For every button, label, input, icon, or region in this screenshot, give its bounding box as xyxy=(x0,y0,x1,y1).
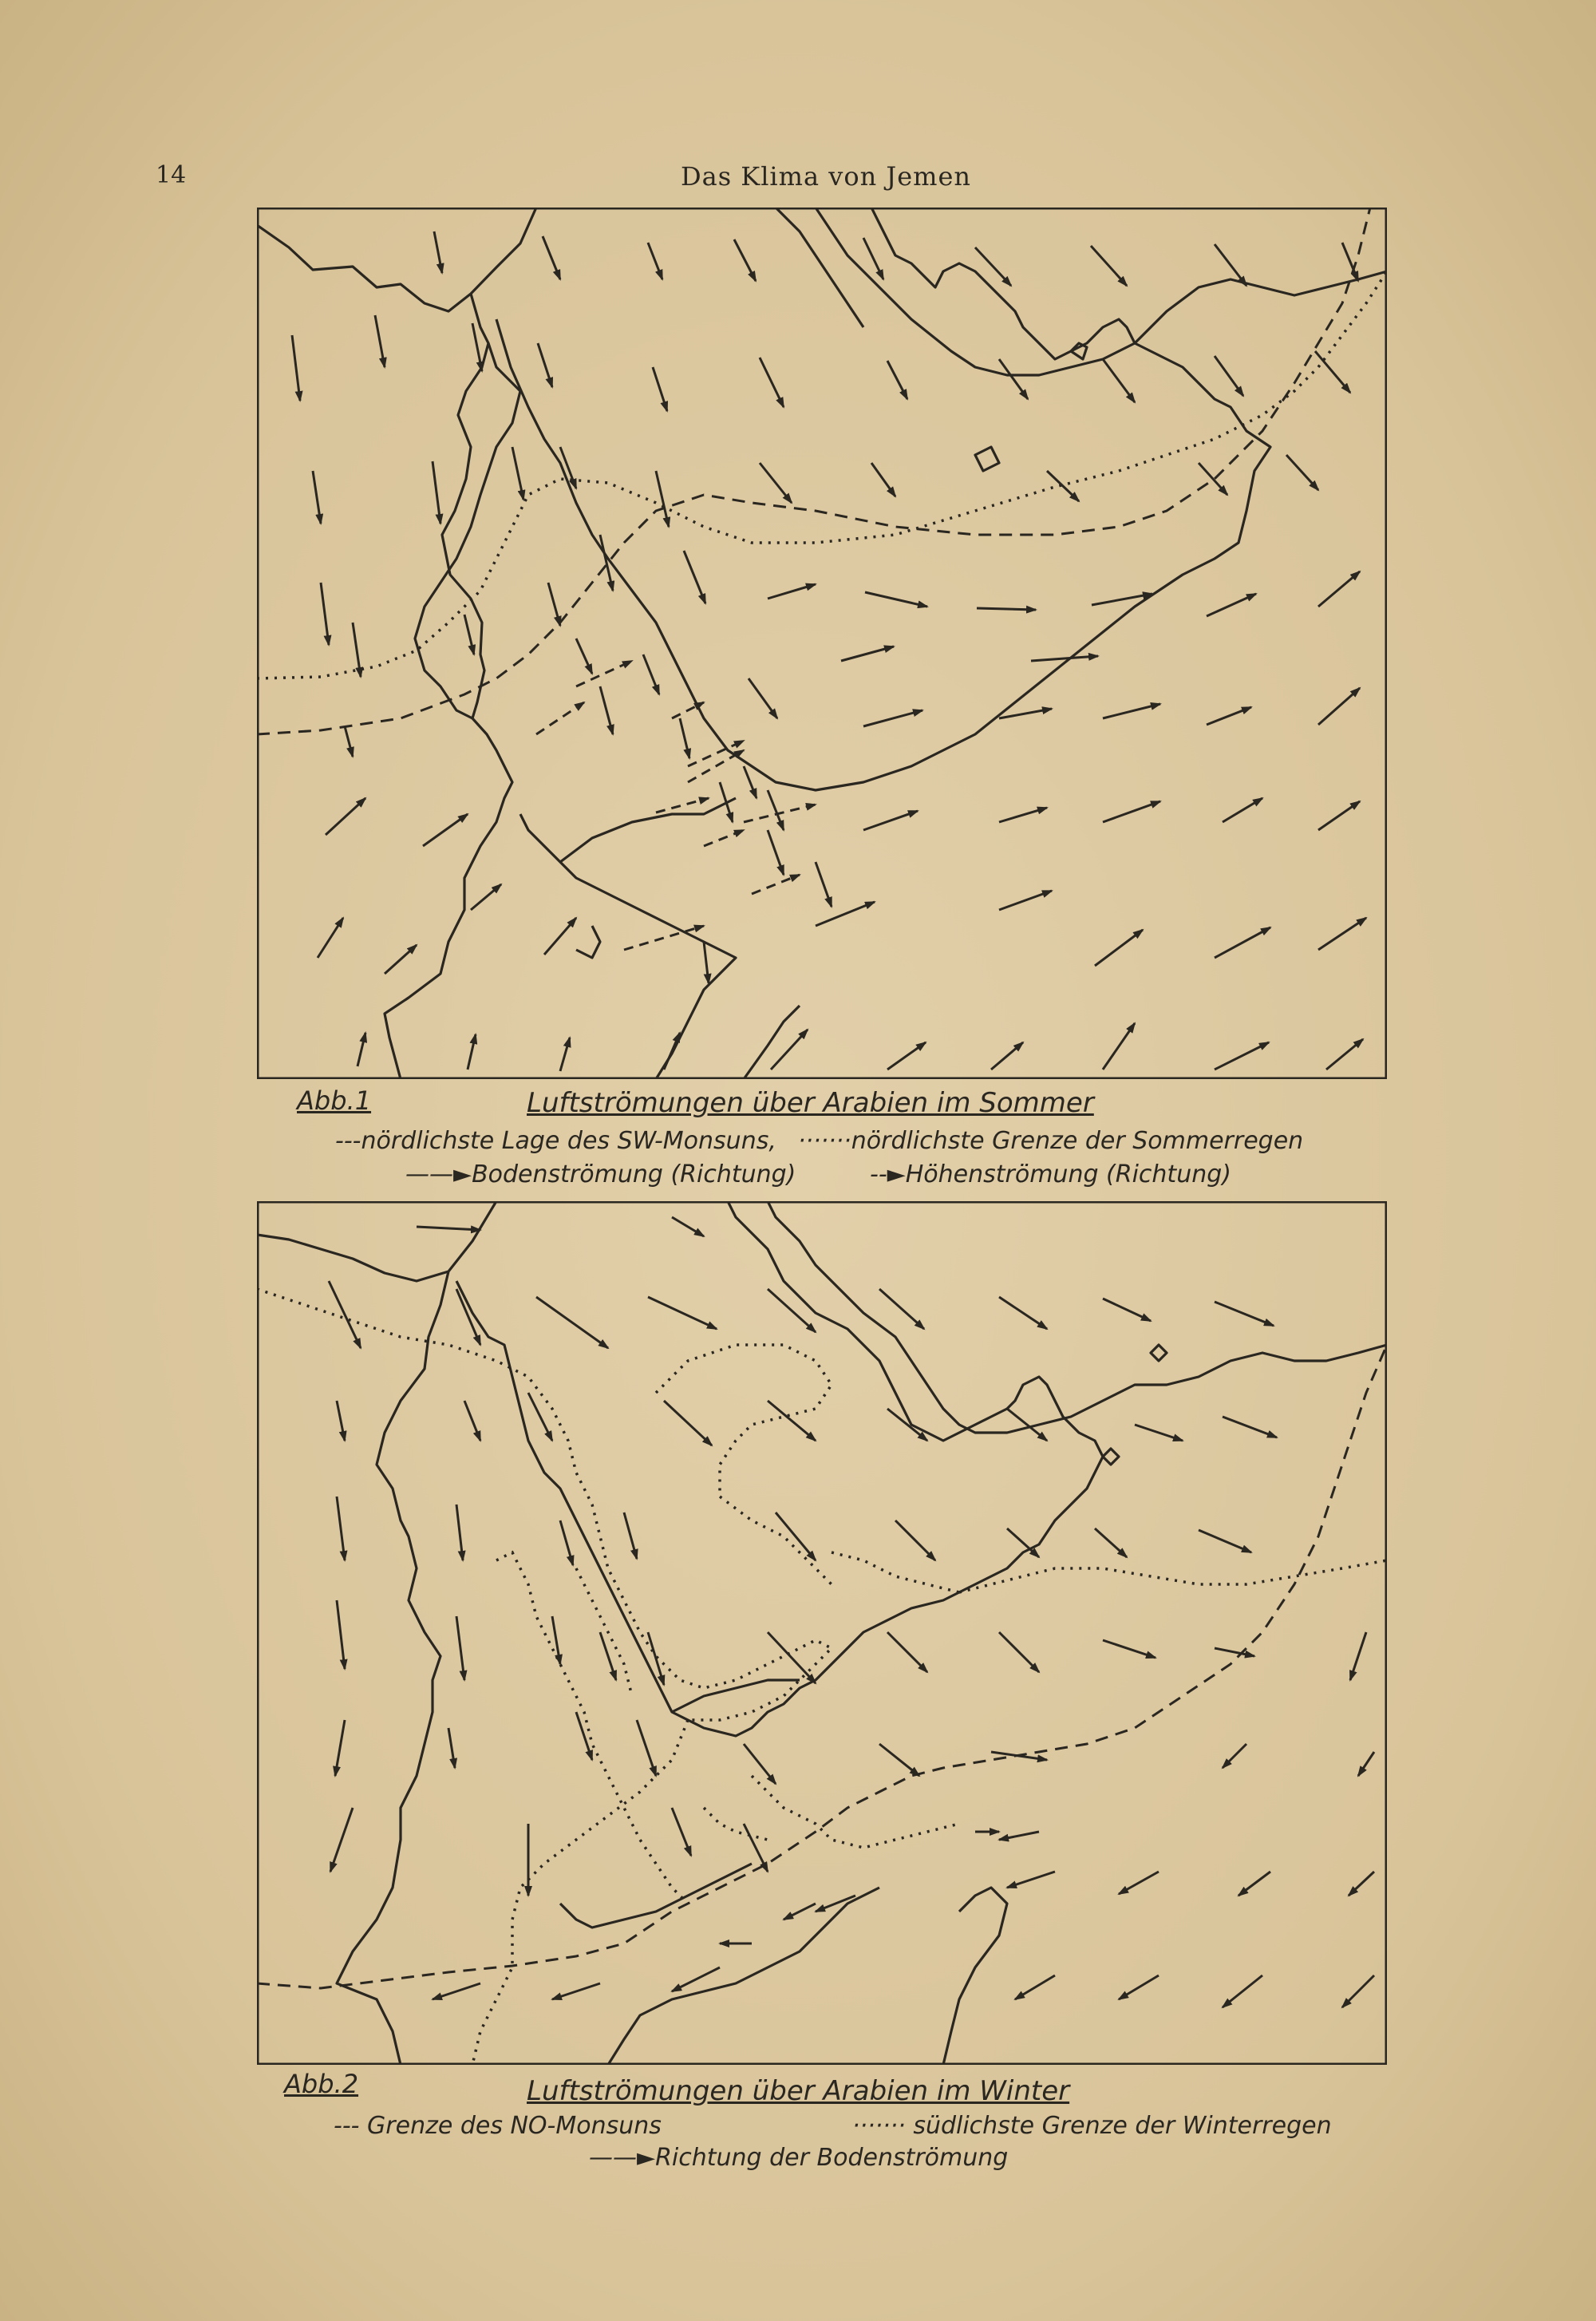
figure1-label: Abb.1 xyxy=(297,1085,372,1116)
winter-rain-limit xyxy=(257,1289,1387,2065)
figure1-legend-3-text: Bodenströmung (Richtung) xyxy=(472,1160,796,1188)
figure2-legend-2-text: südlichste Grenze der Winterregen xyxy=(913,2112,1332,2140)
figure1-legend-1-symbol: --- xyxy=(335,1127,361,1155)
figure1-legend-4-text: Höhenströmung (Richtung) xyxy=(905,1160,1231,1188)
figure2-legend-1-symbol: --- xyxy=(334,2112,360,2140)
figure1-legend-2-text: nördlichste Grenze der Sommerregen xyxy=(851,1127,1304,1155)
winter-coastlines xyxy=(257,1201,1387,2065)
figure2-legend-3-symbol: ——► xyxy=(589,2144,656,2172)
summer-surface-arrows xyxy=(292,231,1366,1071)
winter-monsoon-limit xyxy=(257,1345,1387,1988)
figure1-legend-2 xyxy=(798,1127,1303,1155)
winter-surface-arrows xyxy=(329,1217,1374,2007)
figure1-legend-2-symbol: ······· xyxy=(798,1127,851,1155)
summer-map-drawing xyxy=(257,208,1387,1079)
summer-map xyxy=(257,208,1387,1079)
figure2-label: Abb.2 xyxy=(284,2069,359,2099)
figure2-legend-3 xyxy=(589,2144,1008,2172)
figure2-legend-1-text: Grenze des NO-Monsuns xyxy=(367,2112,662,2140)
figure1-legend-3-symbol: ——► xyxy=(405,1160,472,1188)
figure2-legend-2-symbol: ······· xyxy=(852,2112,906,2140)
winter-map-drawing xyxy=(257,1201,1387,2065)
figure2-legend-2 xyxy=(852,2112,1332,2140)
figure1-legend-3 xyxy=(405,1160,796,1188)
winter-map xyxy=(257,1201,1387,2065)
page-number: 14 xyxy=(156,161,187,189)
page-title: Das Klima von Jemen xyxy=(680,161,972,192)
figure2-title: Luftströmungen über Arabien im Winter xyxy=(527,2075,1070,2107)
figure1-legend-4 xyxy=(870,1160,1231,1188)
figure2-legend-1 xyxy=(334,2112,662,2140)
figure1-legend-1-text: nördlichste Lage des SW-Monsuns, xyxy=(361,1127,776,1155)
figure1-legend-4-symbol: --► xyxy=(870,1160,906,1188)
figure1-title: Luftströmungen über Arabien im Sommer xyxy=(527,1087,1094,1119)
figure2-legend-3-text: Richtung der Bodenströmung xyxy=(655,2144,1009,2172)
figure1-legend-1 xyxy=(335,1127,776,1155)
